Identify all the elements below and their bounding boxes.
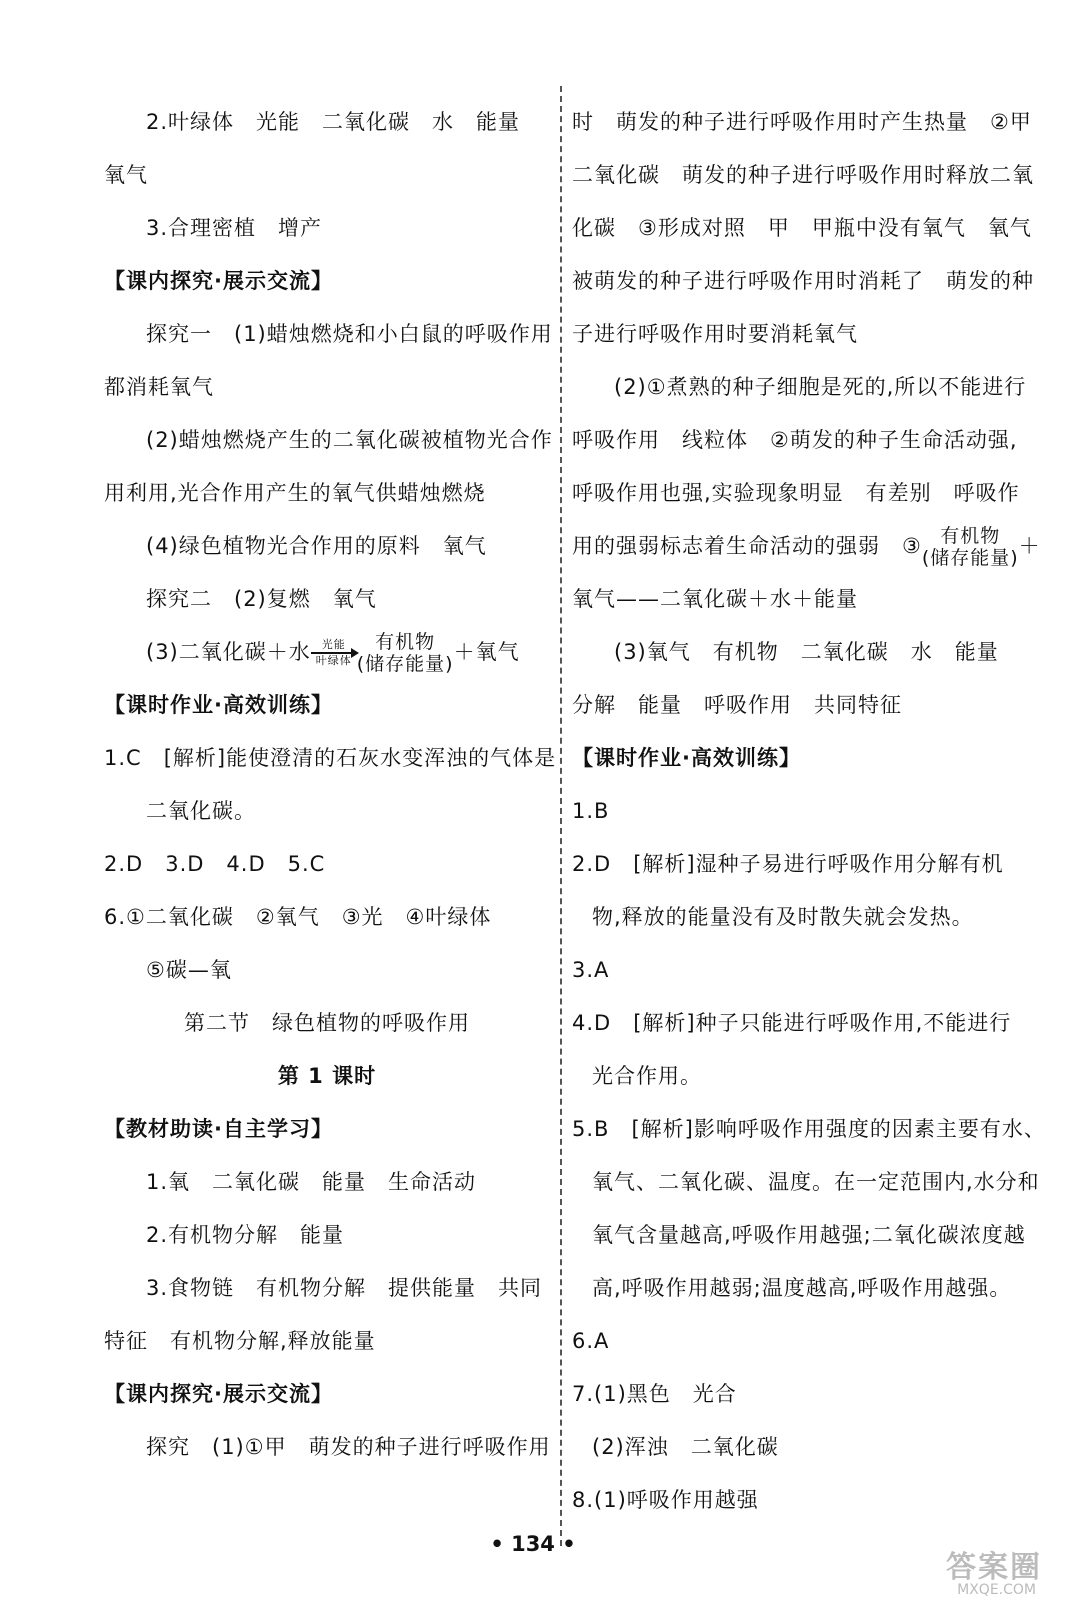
- text-line: 4.D [解析]种子只能进行呼吸作用,不能进行: [572, 1011, 1012, 1035]
- text-line: 光合作用。: [592, 1064, 702, 1088]
- text-line: (2)浑浊 二氧化碳: [592, 1435, 779, 1459]
- text-line: 二氧化碳 萌发的种子进行呼吸作用时释放二氧: [572, 163, 1034, 187]
- right-column: [572, 96, 1046, 1527]
- section-heading: 【课时作业·高效训练】: [572, 746, 801, 770]
- text-line: 氧气含量越高,呼吸作用越强;二氧化碳浓度越: [592, 1223, 1026, 1247]
- text-line: 2.D 3.D 4.D 5.C: [104, 852, 326, 876]
- equation-text: 用的强弱标志着生命活动的强弱 ③: [572, 534, 922, 558]
- text-line: 3.A: [572, 958, 610, 982]
- section-heading: 【教材助读·自主学习】: [104, 1117, 333, 1141]
- text-line: 被萌发的种子进行呼吸作用时消耗了 萌发的种: [572, 269, 1034, 293]
- text-line: 二氧化碳。: [146, 799, 256, 823]
- text-line: 用利用,光合作用产生的氧气供蜡烛燃烧: [104, 481, 486, 505]
- text-line: 氧气、二氧化碳、温度。在一定范围内,水分和: [592, 1170, 1040, 1194]
- page-number: • 134 •: [490, 1532, 576, 1556]
- text-line: 1.氧 二氧化碳 能量 生命活动: [146, 1170, 477, 1194]
- text-line: ⑤碳—氧: [146, 958, 232, 982]
- text-line: 呼吸作用也强,实验现象明显 有差别 呼吸作: [572, 481, 1020, 505]
- text-line: 氧气: [104, 163, 148, 187]
- respiration-equation-line: [572, 520, 1041, 573]
- equation-reactants: (3)二氧化碳＋水: [146, 640, 311, 664]
- text-line: 时 萌发的种子进行呼吸作用时产生热量 ②甲: [572, 110, 1032, 134]
- text-line: 高,呼吸作用越弱;温度越高,呼吸作用越强。: [592, 1276, 1012, 1300]
- equation-tail: ＋氧气: [453, 640, 520, 664]
- watermark-url: MXQE.COM: [957, 1582, 1036, 1598]
- equation-plus: ＋: [1018, 534, 1041, 558]
- lesson-title: 第 1 课时: [277, 1064, 377, 1088]
- text-line: 2.叶绿体 光能 二氧化碳 水 能量: [146, 110, 521, 134]
- text-line: 分解 能量 呼吸作用 共同特征: [572, 693, 902, 717]
- text-line: 3.合理密植 增产: [146, 216, 323, 240]
- column-divider: [560, 86, 562, 1546]
- equation-product: [357, 631, 454, 675]
- text-line: (4)绿色植物光合作用的原料 氧气: [146, 534, 487, 558]
- text-line: (2)蜡烛燃烧产生的二氧化碳被植物光合作: [146, 428, 553, 452]
- text-line: 探究一 (1)蜡烛燃烧和小白鼠的呼吸作用: [146, 322, 553, 346]
- product-note: (储存能量): [356, 653, 454, 675]
- left-column: [104, 96, 557, 1474]
- text-line: 呼吸作用 线粒体 ②萌发的种子生命活动强,: [572, 428, 1018, 452]
- product-name: 有机物: [375, 631, 436, 653]
- reactant-note: (储存能量): [921, 547, 1019, 569]
- text-line: 都消耗氧气: [104, 375, 214, 399]
- text-line: 6.①二氧化碳 ②氧气 ③光 ④叶绿体: [104, 905, 492, 929]
- text-line: 3.食物链 有机物分解 提供能量 共同: [146, 1276, 543, 1300]
- text-line: 6.A: [572, 1329, 610, 1353]
- watermark-logo: 答案圈: [946, 1550, 1042, 1585]
- text-line: 物,释放的能量没有及时散失就会发热。: [592, 905, 974, 929]
- section-heading: 【课内探究·展示交流】: [104, 269, 333, 293]
- text-line: 7.(1)黑色 光合: [572, 1382, 737, 1406]
- photosynthesis-equation: [104, 626, 550, 679]
- text-line: (2)①煮熟的种子细胞是死的,所以不能进行: [614, 375, 1027, 399]
- text-line: 1.C [解析]能使澄清的石灰水变浑浊的气体是: [104, 746, 557, 770]
- text-line: 化碳 ③形成对照 甲 甲瓶中没有氧气 氧气: [572, 216, 1032, 240]
- text-line: 氧气——二氧化碳＋水＋能量: [572, 587, 858, 611]
- text-line: 探究 (1)①甲 萌发的种子进行呼吸作用: [146, 1435, 551, 1459]
- text-line: 特征 有机物分解,释放能量: [104, 1329, 376, 1353]
- section-title: 第二节 绿色植物的呼吸作用: [184, 1011, 470, 1035]
- reaction-arrow: [311, 639, 357, 667]
- text-line: 2.有机物分解 能量: [146, 1223, 345, 1247]
- text-line: 2.D [解析]湿种子易进行呼吸作用分解有机: [572, 852, 1004, 876]
- section-heading: 【课时作业·高效训练】: [104, 693, 333, 717]
- arrow-condition-bottom: 叶绿体: [315, 654, 352, 667]
- equation-reactant: [922, 525, 1019, 569]
- text-line: 8.(1)呼吸作用越强: [572, 1488, 759, 1512]
- text-line: 子进行呼吸作用时要消耗氧气: [572, 322, 858, 346]
- section-heading: 【课内探究·展示交流】: [104, 1382, 333, 1406]
- text-line: 探究二 (2)复燃 氧气: [146, 587, 377, 611]
- reactant-name: 有机物: [940, 525, 1001, 547]
- text-line: (3)氧气 有机物 二氧化碳 水 能量: [614, 640, 999, 664]
- text-line: 5.B [解析]影响呼吸作用强度的因素主要有水、: [572, 1117, 1046, 1141]
- arrow-condition-top: 光能: [321, 638, 346, 651]
- text-line: 1.B: [572, 799, 610, 823]
